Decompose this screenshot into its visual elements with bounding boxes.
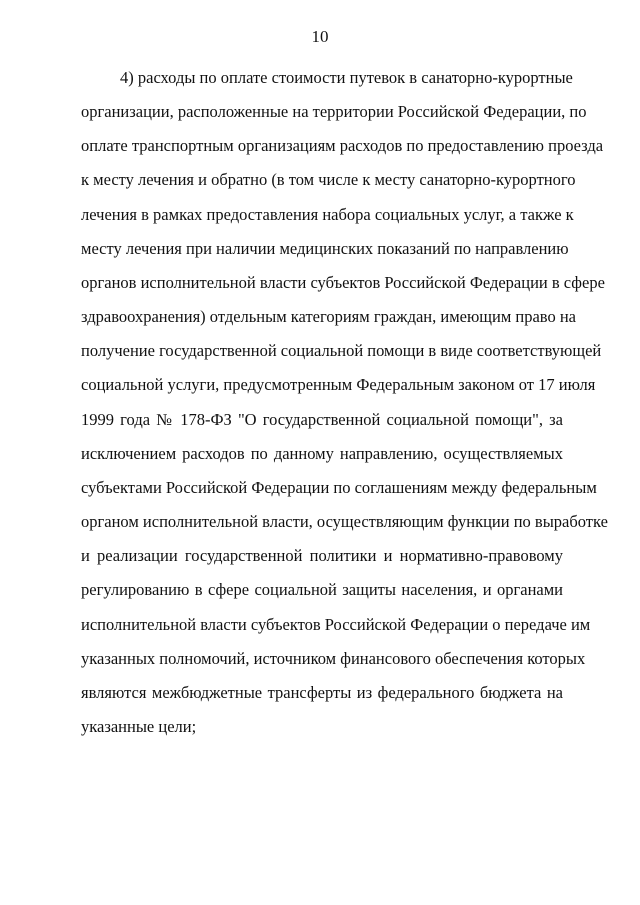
paragraph-line: регулированию в сфере социальной защиты населения, и органами	[81, 580, 563, 599]
paragraph-line: исполнительной власти субъектов Российской Федерации о передаче им	[81, 615, 591, 634]
paragraph-line: и реализации государственной политики и нормативно-правовому	[81, 546, 563, 565]
paragraph-line: к месту лечения и обратно (в том числе к месту санаторно-курортного	[81, 170, 576, 189]
paragraph-line: социальной услуги, предусмотренным Федеральным законом от 17 июля	[81, 375, 596, 394]
paragraph-line: здравоохранения) отдельным категориям граждан, имеющим право на	[81, 307, 576, 326]
paragraph-line: организации, расположенные на территории Российской Федерации, по	[81, 102, 587, 121]
paragraph-line: оплате транспортным организациям расходов по предоставлению проезда	[81, 136, 604, 155]
paragraph-line: получение государственной социальной помощи в виде соответствующей	[81, 341, 602, 360]
page-number: 10	[311, 27, 329, 46]
paragraph-line: исключением расходов по данному направлению, осуществляемых	[81, 444, 563, 463]
paragraph-line: 4) расходы по оплате стоимости путевок в санаторно-курортные	[120, 68, 573, 87]
paragraph-line: органов исполнительной власти субъектов Российской Федерации в сфере	[81, 273, 605, 292]
paragraph-line: лечения в рамках предоставления набора социальных услуг, а также к	[81, 205, 574, 224]
paragraph-line: органом исполнительной власти, осуществляющим функции по выработке	[81, 512, 608, 531]
paragraph-line: являются межбюджетные трансферты из федерального бюджета на	[81, 683, 563, 702]
paragraph-line: субъектами Российской Федерации по соглашениям между федеральным	[81, 478, 597, 497]
paragraph-line: указанных полномочий, источником финансового обеспечения которых	[81, 649, 586, 668]
paragraph-line: 1999 года № 178-ФЗ "О государственной социальной помощи", за	[81, 410, 563, 429]
paragraph-line: указанные цели;	[81, 717, 197, 736]
paragraph-line: месту лечения при наличии медицинских показаний по направлению	[81, 239, 569, 258]
